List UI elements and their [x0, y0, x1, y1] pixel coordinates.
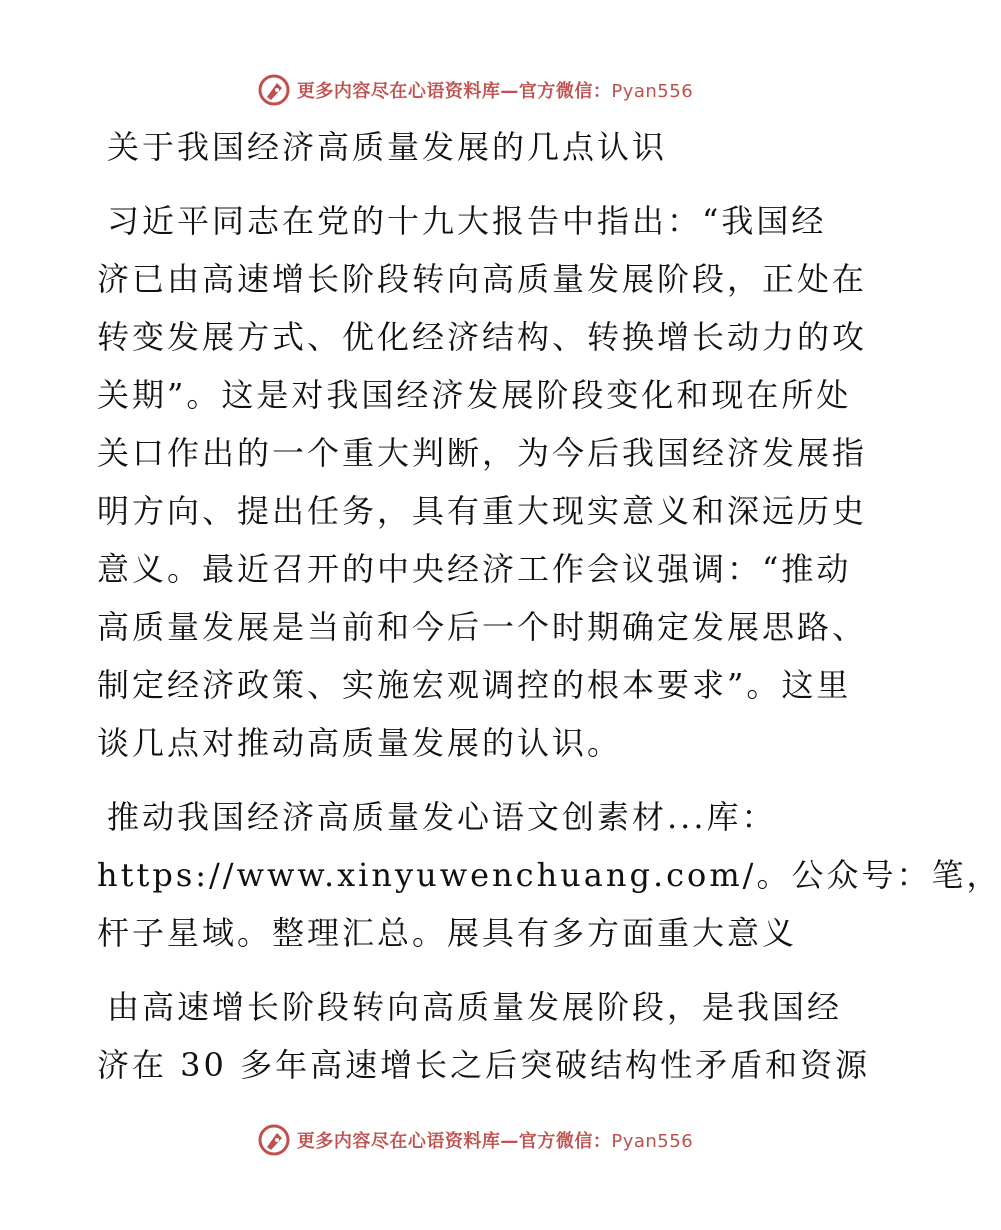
paragraph-line-url: https://www.xinyuwenchuang.com/。公众号：笔，	[97, 856, 1001, 894]
paragraph-line: 关期”。这是对我国经济发展阶段变化和现在所处	[97, 376, 852, 414]
paragraph-line: 关口作出的一个重大判断，为今后我国经济发展指	[97, 434, 868, 472]
header-watermark-banner	[0, 70, 950, 110]
document-title: 关于我国经济高质量发展的几点认识	[107, 128, 668, 166]
pen-nib-logo-icon	[257, 1123, 291, 1157]
paragraph-1	[97, 192, 868, 772]
banner-brand-text: 更多内容尽在心语资料库—官方微信：	[296, 1131, 612, 1152]
paragraph-line: 习近平同志在党的十九大报告中指出：“我国经	[107, 202, 827, 240]
paragraph-line: 推动我国经济高质量发心语文创素材...库：	[107, 798, 777, 836]
paragraph-line: 谈几点对推动高质量发展的认识。	[97, 724, 623, 762]
paragraph-line: 济已由高速增长阶段转向高质量发展阶段，正处在	[97, 260, 868, 298]
paragraph-line: 高质量发展是当前和今后一个时期确定发展思路、	[97, 608, 868, 646]
document-body	[97, 118, 1001, 1094]
paragraph-line: 济在 30 多年高速增长之后突破结构性矛盾和资源	[97, 1046, 871, 1084]
banner-wechat-id: Pyan556	[611, 81, 694, 102]
paragraph-line: 明方向、提出任务，具有重大现实意义和深远历史	[97, 492, 868, 530]
banner-text	[297, 1127, 693, 1153]
paragraph-line: 转变发展方式、优化经济结构、转换增长动力的攻	[97, 318, 868, 356]
paragraph-2	[97, 788, 1001, 962]
banner-brand-text: 更多内容尽在心语资料库—官方微信：	[296, 81, 612, 102]
paragraph-line: 制定经济政策、实施宏观调控的根本要求”。这里	[97, 666, 852, 704]
paragraph-line: 杆子星域。整理汇总。展具有多方面重大意义	[97, 914, 798, 952]
footer-watermark-banner	[0, 1120, 950, 1160]
paragraph-line: 由高速增长阶段转向高质量发展阶段，是我国经	[107, 988, 843, 1026]
paragraph-line: 意义。最近召开的中央经济工作会议强调：“推动	[97, 550, 852, 588]
paragraph-3	[97, 978, 871, 1094]
banner-text	[297, 77, 693, 103]
banner-wechat-id: Pyan556	[611, 1131, 694, 1152]
pen-nib-logo-icon	[257, 73, 291, 107]
